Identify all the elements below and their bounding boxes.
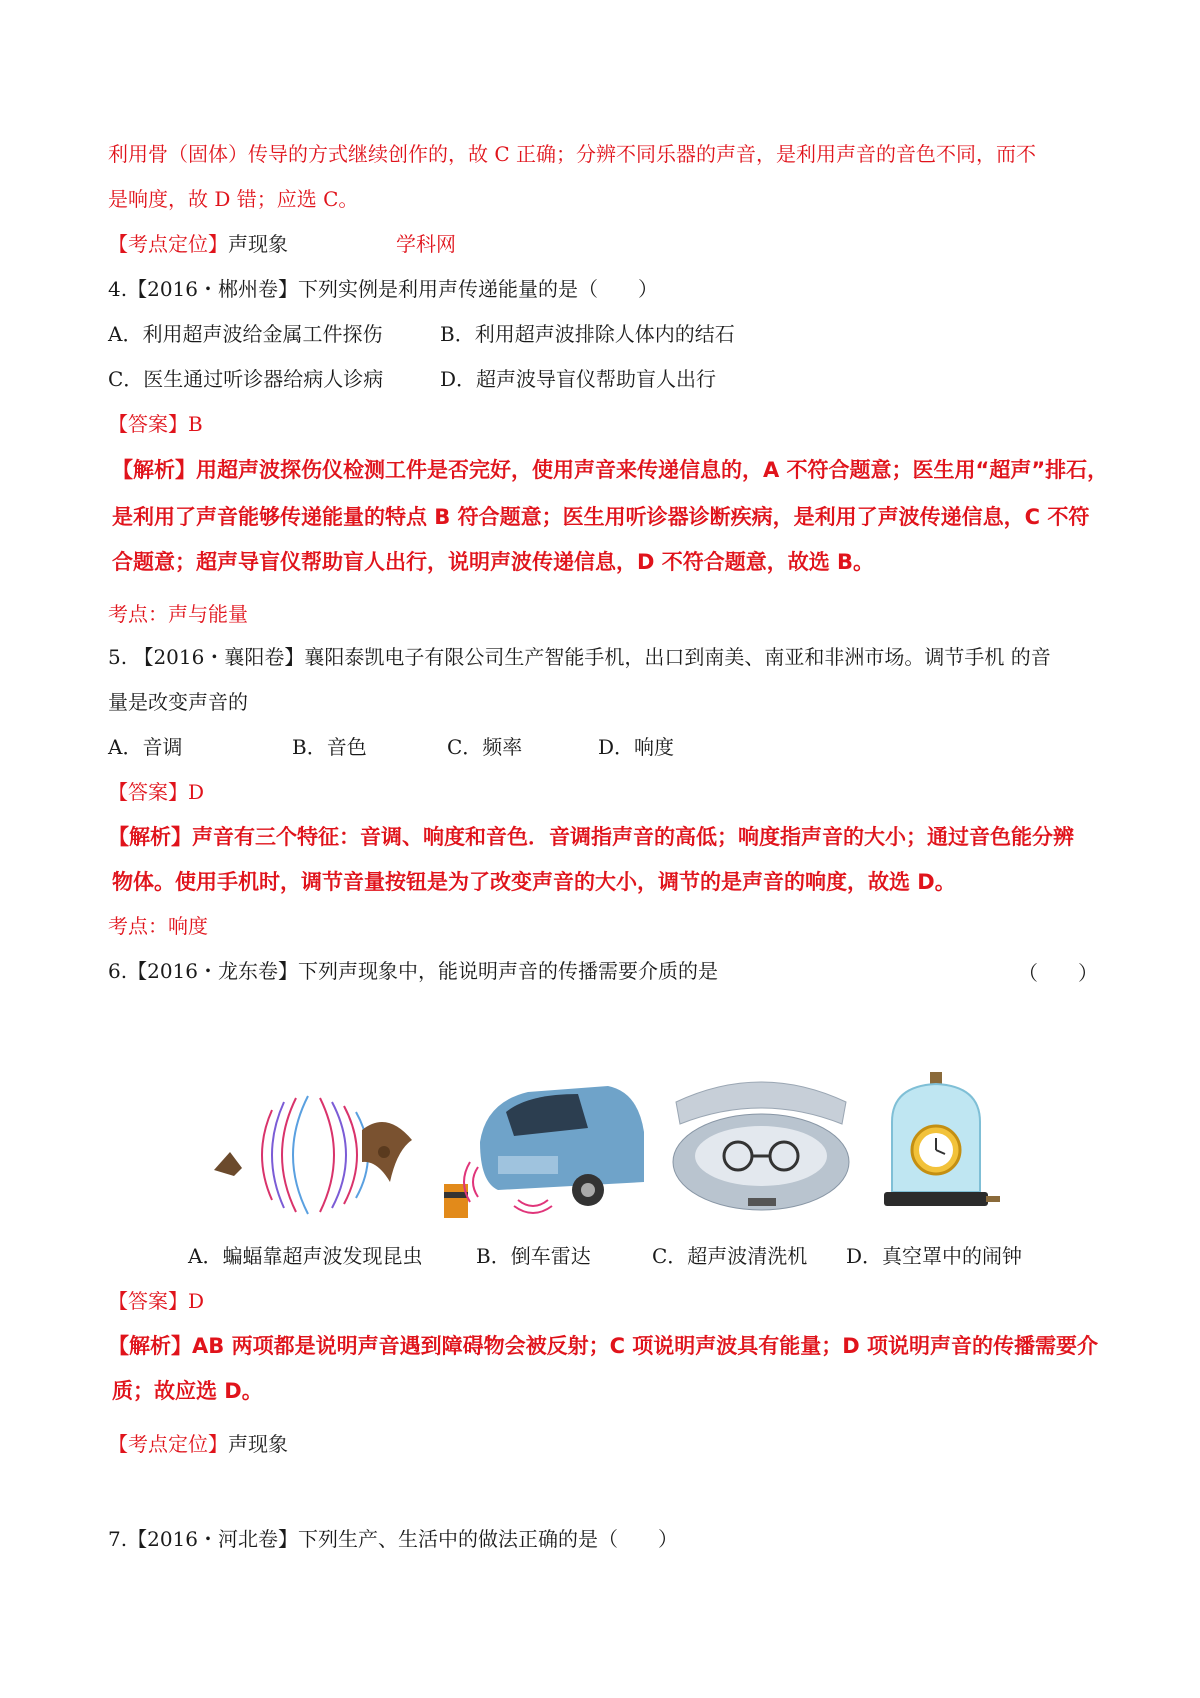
- prev-analysis-line-2: 是响度，故 D 错；应选 C。: [108, 187, 359, 211]
- q6-kaodian: [108, 1430, 288, 1458]
- q5-analysis-line-1: 【解析】声音有三个特征：音调、响度和音色．音调指声音的高低；响度指声音的大小；通过音色能分辨: [108, 825, 1074, 849]
- q4-option-a: A．利用超声波给金属工件探伤: [108, 322, 383, 346]
- q4-stem: [108, 275, 658, 303]
- watermark-text: 学科网: [396, 232, 456, 256]
- q5-option-c: C．频率: [447, 735, 523, 759]
- q7-number: 7.: [108, 1527, 128, 1551]
- ultrasonic-cleaner-image: [666, 1072, 856, 1220]
- kaodian-tag: 【考点定位】: [108, 1432, 228, 1456]
- q6-stem: [108, 957, 718, 985]
- q6-text: 下列声现象中，能说明声音的传播需要介质的是: [298, 959, 718, 983]
- answer-value: B: [188, 412, 203, 436]
- q6-source: 【2016・龙东卷】: [127, 959, 298, 983]
- q5-stem-line-1: 5. 【2016・襄阳卷】襄阳泰凯电子有限公司生产智能手机，出口到南美、南亚和非洲市场。调节手机 的音: [108, 645, 1051, 669]
- q5-option-a: A．音调: [108, 735, 183, 759]
- q4-text: 下列实例是利用声传递能量的是（ ）: [298, 277, 658, 301]
- q7-stem: [108, 1525, 678, 1553]
- answer-tag: 【答案】: [108, 412, 188, 436]
- q4-kaodian: 考点：声与能量: [108, 602, 248, 626]
- q4-source: 【2016・郴州卷】: [127, 277, 298, 301]
- prev-kaodian: [108, 230, 456, 258]
- q6-number: 6.: [108, 959, 128, 983]
- q5-kaodian: 考点：响度: [108, 914, 208, 938]
- q4-number: 4.: [108, 277, 128, 301]
- q6-paren: （ ）: [1018, 961, 1098, 985]
- q5-answer: [108, 778, 204, 806]
- q6-caption-c: C．超声波清洗机: [652, 1244, 808, 1268]
- answer-tag: 【答案】: [108, 780, 188, 804]
- q5-option-d: D．响度: [598, 735, 675, 759]
- answer-tag: 【答案】: [108, 1289, 188, 1313]
- q4-option-b: B．利用超声波排除人体内的结石: [440, 322, 735, 346]
- q4-analysis-line-3: 合题意；超声导盲仪帮助盲人出行，说明声波传递信息，D 不符合题意，故选 B。: [112, 550, 875, 574]
- answer-value: D: [188, 780, 205, 804]
- q6-caption-b: B．倒车雷达: [476, 1244, 591, 1268]
- q4-answer: [108, 410, 203, 438]
- prev-analysis-line-1: 利用骨（固体）传导的方式继续创作的，故 C 正确；分辨不同乐器的声音，是利用声音的音色不同，而不: [108, 142, 1037, 166]
- reversing-radar-image: [438, 1072, 646, 1220]
- q6-caption-d: D．真空罩中的闹钟: [846, 1244, 1023, 1268]
- kaodian-text: 声现象: [228, 232, 288, 256]
- q4-option-d: D．超声波导盲仪帮助盲人出行: [440, 367, 717, 391]
- q5-stem-line-2: 量是改变声音的: [108, 690, 248, 714]
- q4-option-c: C．医生通过听诊器给病人诊病: [108, 367, 384, 391]
- q6-answer: [108, 1287, 204, 1315]
- q6-caption-a: A．蝙蝠靠超声波发现昆虫: [188, 1244, 423, 1268]
- bat-ultrasound-image: [212, 1090, 420, 1220]
- q5-analysis-line-2: 物体。使用手机时，调节音量按钮是为了改变声音的大小，调节的是声音的响度，故选 D。: [112, 870, 956, 894]
- answer-value: D: [188, 1289, 205, 1313]
- q7-text: 下列生产、生活中的做法正确的是（ ）: [298, 1527, 678, 1551]
- q7-source: 【2016・河北卷】: [127, 1527, 298, 1551]
- vacuum-jar-clock-image: [874, 1072, 1004, 1222]
- kaodian-tag: 【考点定位】: [108, 232, 228, 256]
- q4-analysis-line-2: 是利用了声音能够传递能量的特点 B 符合题意；医生用听诊器诊断疾病，是利用了声波传递信息，C 不符: [112, 505, 1090, 529]
- q5-option-b: B．音色: [292, 735, 367, 759]
- q4-analysis-line-1: 【解析】用超声波探伤仪检测工件是否完好，使用声音来传递信息的，A 不符合题意；医生用“超声”排石，: [112, 458, 1109, 482]
- q6-analysis-line-1: 【解析】AB 两项都是说明声音遇到障碍物会被反射；C 项说明声波具有能量；D 项说明声音的传播需要介: [108, 1334, 1099, 1358]
- kaodian-text: 声现象: [228, 1432, 288, 1456]
- q6-analysis-line-2: 质；故应选 D。: [112, 1379, 263, 1403]
